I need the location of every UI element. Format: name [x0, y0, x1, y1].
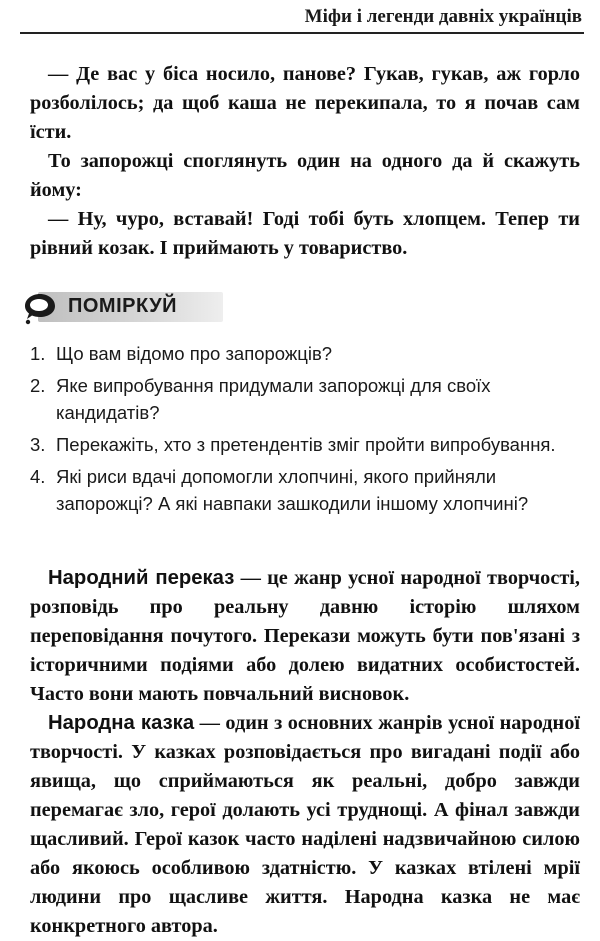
- ponder-label: ПОМІРКУЙ: [68, 295, 178, 317]
- definition-term: Народна казка: [48, 712, 195, 734]
- question-text: Перекажіть, хто з претендентів зміг пройти випробування.: [56, 434, 556, 455]
- question-text: Що вам відомо про запорожців?: [56, 343, 333, 364]
- question-item: [30, 431, 576, 458]
- question-text: Яке випробування придумали запорожці для своїх кандидатів?: [56, 375, 491, 423]
- question-text: Які риси вдачі допомогли хлопчині, якого прийняли запорожці? А які навпаки зашкодили іншому хлопчині?: [56, 466, 529, 514]
- question-item: [30, 463, 576, 517]
- question-number: 3.: [30, 434, 46, 455]
- running-title: Міфи і легенди давніх українців: [304, 6, 582, 27]
- story-paragraph-3: — Ну, чуро, вставай! Годі тобі буть хлопцем. Тепер ти рівний козак. І приймають у товариство.: [30, 208, 580, 259]
- definition-text: — один з основних жанрів усної народної творчості. У казках розповідається про вигадані події або явища, що сприймаються як реальні, добро завжди перемагає зло, герої долають усі труднощі. А фінал завжди щасливий. Герої казок часто наділені надзвичайною силою або якоюсь особливою здатністю. У казках втілені мрії людини про щасливе життя. Народна казка не має конкретного автора.: [30, 712, 580, 937]
- question-item: [30, 340, 576, 367]
- story-paragraph-2: То запорожці споглянуть один на одного да й скажуть йому:: [30, 150, 580, 201]
- page-header: [20, 0, 584, 34]
- definition-legend: [30, 564, 580, 709]
- definition-tale: [30, 709, 580, 941]
- ponder-heading: [22, 290, 227, 322]
- question-list: [30, 340, 576, 522]
- question-number: 4.: [30, 466, 46, 487]
- definition-term: Народний переказ: [48, 567, 235, 589]
- definition-text: — це жанр усної народної творчості, розповідь про реальну давню історію шляхом переповідання почутого. Перекази можуть бути пов'язані з історичними подіями або долею видатних особистостей. Часто вони мають повчальний висновок.: [30, 567, 580, 705]
- story-paragraph-1: — Де вас у біса носило, панове? Гукав, гукав, аж горло розболілось; да щоб каша не перекипала, то я почав сам їсти.: [30, 63, 580, 143]
- thought-bubble-icon: [22, 290, 58, 326]
- question-item: [30, 372, 576, 426]
- question-number: 2.: [30, 375, 46, 396]
- question-number: 1.: [30, 343, 46, 364]
